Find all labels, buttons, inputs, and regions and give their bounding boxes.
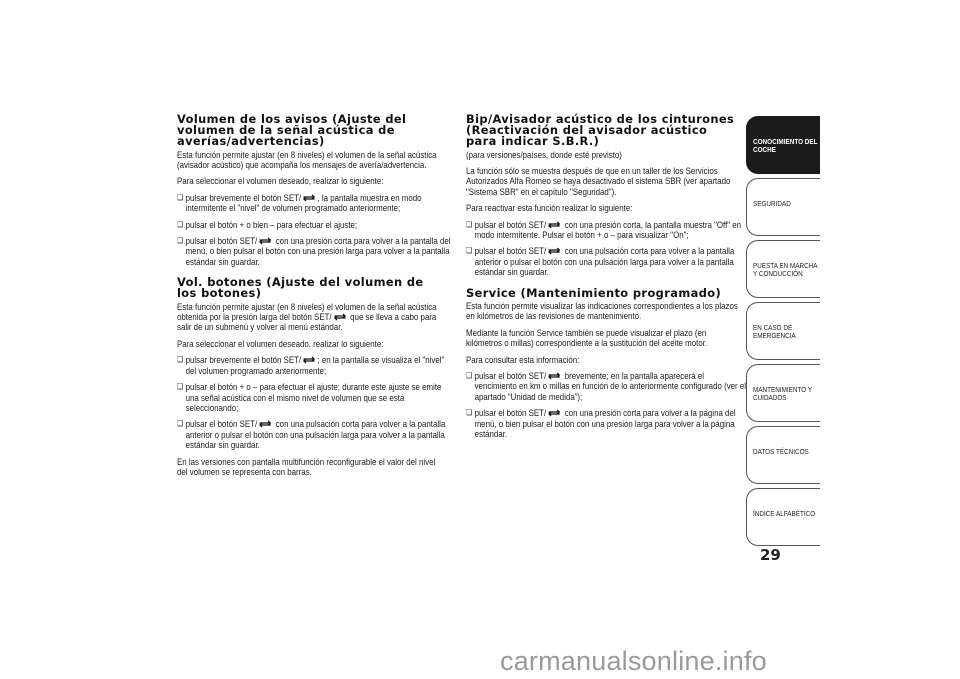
- section-title-volumen-avisos: Volumen de los avisos (Ajuste del volumen de la señal acústica de averías/advertencias): [177, 112, 407, 149]
- return-arrow-icon: [547, 221, 562, 229]
- paragraph: Para seleccionar el volumen deseado, realizar lo siguiente:: [177, 176, 384, 187]
- bullet-text: con una presión corta para volver a la página del menú, o bien pulsar el botón con una presión larga para volver a la página estándar.: [474, 408, 736, 439]
- paragraph: Para seleccionar el volumen deseado, realizar lo siguiente:: [177, 338, 384, 349]
- tab-conocimiento-del-coche[interactable]: [746, 116, 820, 174]
- tab-datos-tecnicos[interactable]: [746, 426, 820, 484]
- tab-en-caso-de-emergencia[interactable]: [746, 302, 820, 360]
- bullet-item: [177, 236, 453, 267]
- paragraph: Esta función permite ajustar (en 8 niveles) el volumen de la señal acústica (avisador acústico) que acompaña los mensajes de avería/advertencia.: [177, 149, 437, 171]
- return-arrow-icon: [547, 409, 562, 417]
- watermark: carmanualsonline.info: [500, 646, 767, 676]
- bullet-text: , la pantalla muestra en modo intermitente el "nivel" de volumen programado anteriormente;: [185, 192, 422, 214]
- bullet-text: pulsar el botón SET/: [185, 236, 258, 247]
- bullet-text: pulsar brevemente el botón SET/: [185, 192, 302, 203]
- bullet-text: con una pulsación corta para volver a la pantalla anterior o pulsar el botón con una pulsación larga para volver a la pantalla estándar sin guardar.: [185, 419, 446, 451]
- tab-label: ÍNDICE ALFABÉTICO: [753, 509, 816, 518]
- bullet-item: [177, 419, 453, 450]
- left-column: [177, 112, 451, 483]
- tab-label: DATOS TÉCNICOS: [753, 447, 809, 456]
- paragraph: En las versiones con pantalla multifunción reconfigurable el valor del nivel del volumen se representa con barras.: [177, 456, 436, 477]
- bullet-item: [177, 355, 453, 376]
- chapter-tabs: [746, 116, 820, 550]
- bullet-text: pulsar el botón SET/: [185, 419, 258, 430]
- section-title-service: Service (Mantenimiento programado): [466, 285, 722, 300]
- bullet-item: [466, 220, 748, 241]
- section-subtitle: (para versiones/países, donde esté previsto): [466, 149, 622, 160]
- bullet-text: pulsar el botón SET/: [474, 219, 547, 230]
- tab-puesta-en-marcha[interactable]: [746, 240, 820, 298]
- return-arrow-icon: [258, 420, 273, 428]
- return-arrow-icon: [547, 372, 562, 380]
- bullet-text: con una pulsación corta para volver a la pantalla anterior o pulsar el botón con una pulsación larga para volver a la pantalla estándar sin guardar.: [474, 246, 735, 278]
- bullet-text: pulsar el botón SET/: [474, 408, 547, 419]
- paragraph-text: que se lleva a cabo para salir de un submenú y volver al menú estándar.: [177, 312, 437, 333]
- right-column: [466, 112, 747, 445]
- tab-label: EN CASO DE EMERGENCIA: [753, 323, 796, 341]
- paragraph: La función sólo se muestra después de que en un taller de los Servicios Autorizados Alfa Romeo se haya desactivado el sistema SBR (ver apartado "Sistema SBR" en el capítulo "Seguridad").: [466, 166, 731, 197]
- paragraph-text: Esta función permite ajustar (en 8 niveles) el volumen de la señal acústica obtenida por la presión larga del botón SET/: [177, 301, 437, 323]
- paragraph: Esta función permite visualizar las indicaciones correspondientes a los plazos en kilómetros de las revisiones de mantenimiento.: [466, 300, 738, 322]
- tab-label: MANTENIMIENTO Y CUIDADOS: [753, 385, 812, 403]
- return-arrow-icon: [302, 356, 317, 364]
- return-arrow-icon: [332, 313, 347, 321]
- bullet-item: [177, 193, 453, 214]
- return-arrow-icon: [547, 247, 562, 255]
- bullet-item: [466, 408, 748, 439]
- bullet-item: ❏ pulsar el botón + o bien – para efectuar el ajuste;: [177, 220, 453, 230]
- return-arrow-icon: [302, 194, 317, 202]
- paragraph: Mediante la función Service también se puede visualizar el plazo (en kilómetros o millas) correspondiente a la sustitución del aceite motor.: [466, 327, 708, 349]
- section-title-vol-botones: Vol. botones (Ajuste del volumen de los botones): [177, 275, 424, 301]
- bullet-item: [466, 246, 748, 277]
- bullet-item: ❏ pulsar el botón + o – para efectuar el ajuste; durante este ajuste se emite una señal acústica con el mismo nivel de volumen que se está seleccionando;: [177, 382, 453, 413]
- bullet-text: ; en la pantalla se visualiza el "nivel" del volumen programado anteriormente;: [185, 355, 445, 376]
- tab-label: SEGURIDAD: [753, 199, 791, 208]
- tab-seguridad[interactable]: [746, 178, 820, 236]
- tab-indice-alfabetico[interactable]: [746, 488, 820, 546]
- paragraph: [177, 302, 444, 333]
- bullet-text: pulsar brevemente el botón SET/: [185, 355, 302, 366]
- bullet-text: pulsar el botón SET/: [474, 246, 547, 257]
- bullet-text: con una presión corta para volver a la pantalla del menú, o bien pulsar el botón con una presión larga para volver a la pantalla estándar sin guardar.: [185, 236, 451, 267]
- bullet-text: brevemente; en la pantalla aparecerá el vencimiento en km o millas en función de lo anteriormente configurado (ver el apartado “Unidad de medida”);: [474, 370, 747, 402]
- tab-mantenimiento[interactable]: [746, 364, 820, 422]
- section-title-bip-cinturones: Bip/Avisador acústico de los cinturones (Reactivación del avisador acústico para indicar S.B.R.): [466, 112, 735, 149]
- paragraph: Para reactivar esta función realizar lo siguiente:: [466, 203, 633, 214]
- tab-label: CONOCIMIENTO DEL COCHE: [753, 137, 818, 155]
- bullet-text: con una presión corta, la pantalla muestra "Off" en modo intermitente. Pulsar el botón + o – para visualizar "On";: [474, 219, 742, 241]
- bullet-item: [466, 371, 748, 402]
- tab-label: PUESTA EN MARCHA Y CONDUCCIÓN: [753, 261, 818, 279]
- return-arrow-icon: [258, 237, 273, 245]
- bullet-text: pulsar el botón SET/: [474, 370, 547, 381]
- page-number: 29: [760, 546, 781, 564]
- paragraph: Para consultar esta información:: [466, 354, 580, 365]
